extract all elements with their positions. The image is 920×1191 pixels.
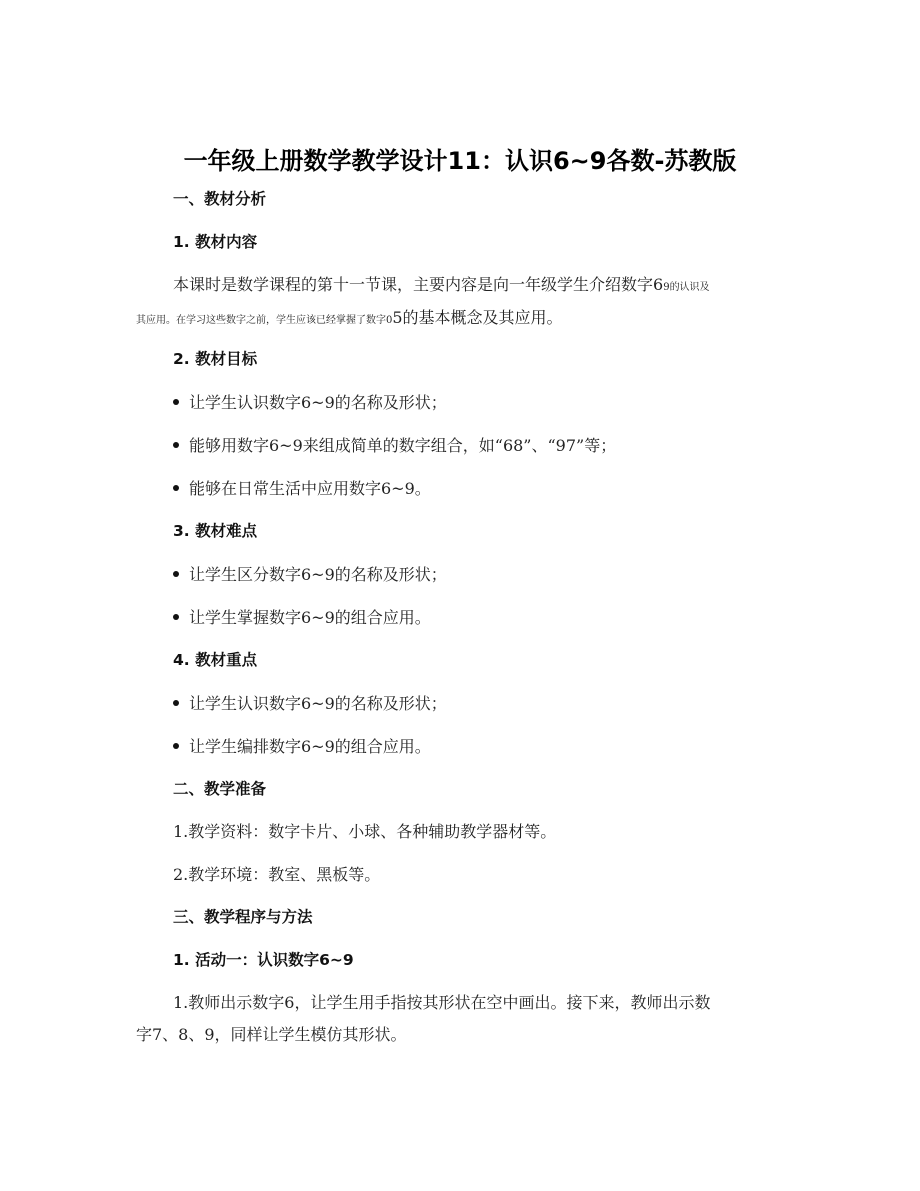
- list-item: [173, 606, 431, 630]
- section-heading-procedure: 三、教学程序与方法: [173, 908, 313, 926]
- list-item: [173, 692, 447, 716]
- list-item-text: 让学生认识数字6~9的名称及形状；: [189, 694, 447, 713]
- document-title: 一年级上册数学教学设计11：认识6~9各数-苏教版: [183, 147, 737, 175]
- list-item-text: 让学生掌握数字6~9的组合应用。: [189, 608, 431, 627]
- activity-paragraph-line-1: 1.教师出示数字6，让学生用手指按其形状在空中画出。接下来，教师出示数: [173, 993, 711, 1012]
- subsection-heading-difficulties: 3. 教材难点: [173, 522, 258, 540]
- bullet-icon: [173, 743, 179, 749]
- subsection-heading-content: 1. 教材内容: [173, 233, 258, 251]
- bullet-icon: [173, 442, 179, 448]
- bullet-icon: [173, 399, 179, 405]
- paragraph-small-text: 其应用。在学习这些数字之前，学生应该已经掌握了数字0: [136, 315, 393, 326]
- list-item: [173, 563, 447, 587]
- list-item: [173, 434, 616, 458]
- activity-paragraph-line-2: 字7、8、9，同样让学生模仿其形状。: [136, 1025, 407, 1044]
- list-item-text: 让学生区分数字6~9的名称及形状；: [189, 565, 447, 584]
- bullet-icon: [173, 485, 179, 491]
- content-paragraph-line-2: [136, 306, 563, 333]
- paragraph-text: 5的基本概念及其应用。: [392, 308, 563, 327]
- list-item-text: 让学生认识数字6~9的名称及形状；: [189, 393, 447, 412]
- section-heading-preparation: 二、教学准备: [173, 780, 267, 798]
- paragraph-small-text: 的认识及: [669, 282, 710, 293]
- section-heading-analysis: 一、教材分析: [173, 190, 267, 208]
- bullet-icon: [173, 614, 179, 620]
- subsection-heading-activity-1: 1. 活动一：认识数字6~9: [173, 951, 354, 969]
- bullet-icon: [173, 700, 179, 706]
- preparation-item: 1.教学资料：数字卡片、小球、各种辅助教学器材等。: [173, 822, 557, 841]
- list-item: [173, 391, 447, 415]
- paragraph-subscript: 9: [663, 282, 670, 293]
- subsection-heading-goals: 2. 教材目标: [173, 350, 258, 368]
- list-item: [173, 735, 431, 759]
- list-item-text: 能够用数字6~9来组成简单的数字组合，如“68”、“97”等；: [189, 436, 617, 455]
- list-item: [173, 477, 431, 501]
- list-item-text: 让学生编排数字6~9的组合应用。: [189, 737, 431, 756]
- preparation-item: 2.教学环境：教室、黑板等。: [173, 865, 381, 884]
- paragraph-text: 本课时是数学课程的第十一节课，主要内容是向一年级学生介绍数字6: [173, 275, 664, 294]
- list-item-text: 能够在日常生活中应用数字6~9。: [189, 479, 431, 498]
- bullet-icon: [173, 571, 179, 577]
- content-paragraph-line-1: [173, 273, 710, 300]
- subsection-heading-key-points: 4. 教材重点: [173, 651, 258, 669]
